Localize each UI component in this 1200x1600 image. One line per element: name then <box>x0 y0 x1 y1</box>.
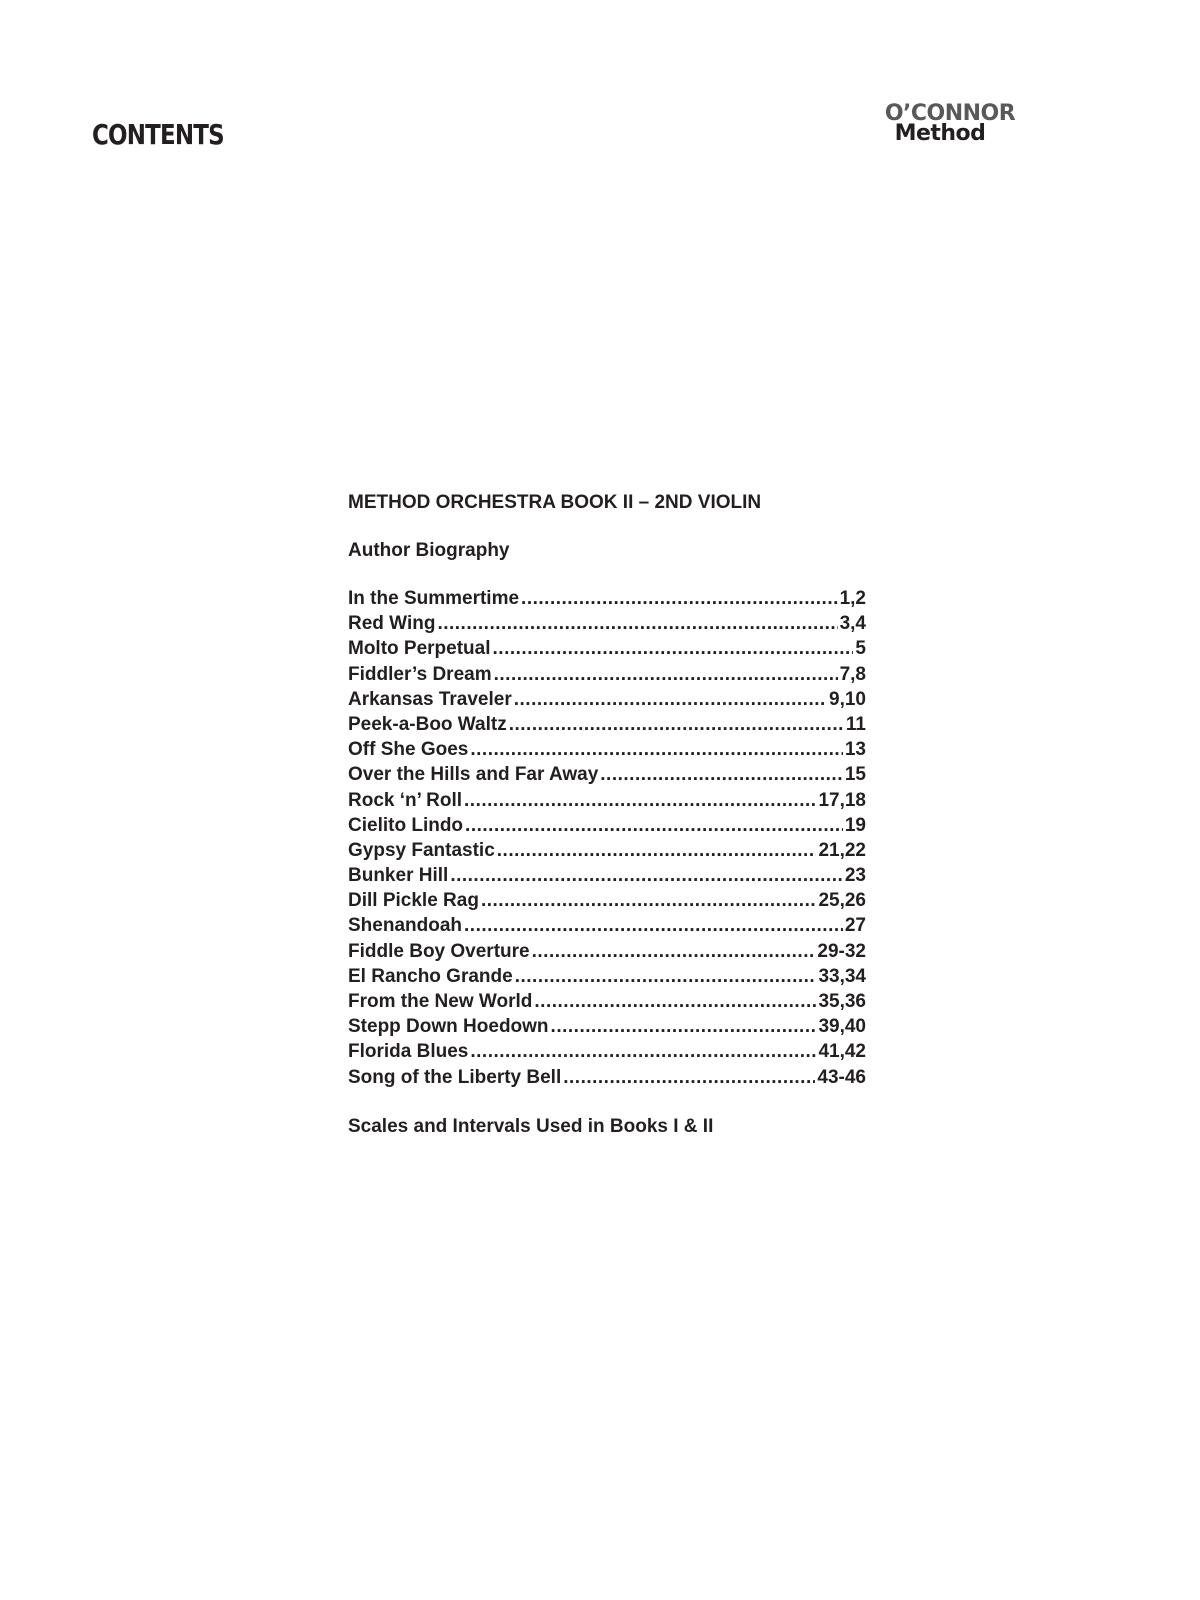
toc-entries <box>348 588 866 1092</box>
toc-entry-author-biography: Author Biography <box>348 540 510 561</box>
toc-entry-scales-intervals: Scales and Intervals Used in Books I & II <box>348 1115 714 1137</box>
dot-leader <box>534 991 816 1013</box>
dot-leader <box>464 790 816 812</box>
entry-title: El Rancho Grande <box>348 965 513 987</box>
dot-leader <box>532 941 816 963</box>
entry-page: 29-32 <box>817 940 866 962</box>
entry-page: 25,26 <box>818 890 866 912</box>
entry-title: Fiddler’s Dream <box>348 663 492 685</box>
entry-title: Florida Blues <box>348 1041 469 1063</box>
toc-entry <box>348 613 866 638</box>
toc-entry <box>348 941 866 966</box>
entry-page: 1,2 <box>839 588 866 609</box>
entry-page: 7,8 <box>839 663 866 685</box>
toc-entry <box>348 840 866 865</box>
entry-page: 27 <box>844 915 866 937</box>
table-of-contents <box>348 492 866 1138</box>
entry-title: Cielito Lindo <box>348 814 464 836</box>
dot-leader <box>514 689 827 711</box>
dot-leader <box>470 1041 816 1063</box>
page-title: CONTENTS <box>92 118 224 151</box>
dot-leader <box>515 966 817 988</box>
entry-page: 9,10 <box>829 688 866 710</box>
entry-page: 39,40 <box>818 1016 866 1038</box>
toc-entry <box>348 588 866 613</box>
entry-page: 17,18 <box>818 789 866 811</box>
section-heading: METHOD ORCHESTRA BOOK II – 2ND VIOLIN <box>348 492 762 513</box>
toc-entry <box>348 1041 866 1066</box>
dot-leader <box>509 714 844 736</box>
dot-leader <box>563 1067 815 1089</box>
entry-page: 21,22 <box>818 839 866 861</box>
toc-entry <box>348 739 866 764</box>
entry-page: 15 <box>844 764 866 786</box>
entry-title: Molto Perpetual <box>348 638 491 660</box>
entry-title: Stepp Down Hoedown <box>348 1016 549 1038</box>
toc-entry <box>348 638 866 663</box>
dot-leader <box>497 840 817 862</box>
entry-title: In the Summertime <box>348 588 520 609</box>
entry-page: 19 <box>844 814 866 836</box>
dot-leader <box>494 664 838 686</box>
dot-leader <box>437 613 837 635</box>
entry-title: Song of the Liberty Bell <box>348 1066 562 1088</box>
toc-entry <box>348 915 866 940</box>
dot-leader <box>493 638 854 660</box>
toc-entry <box>348 991 866 1016</box>
entry-title: Off She Goes <box>348 739 469 761</box>
entry-page: 33,34 <box>818 965 866 987</box>
entry-page: 13 <box>844 739 866 761</box>
entry-title: Rock ‘n’ Roll <box>348 789 463 811</box>
toc-entry <box>348 1067 866 1092</box>
toc-entry <box>348 689 866 714</box>
dot-leader <box>551 1016 817 1038</box>
entry-page: 41,42 <box>818 1041 866 1063</box>
toc-entry <box>348 815 866 840</box>
dot-leader <box>470 739 843 761</box>
toc-entry <box>348 714 866 739</box>
dot-leader <box>521 588 838 610</box>
entry-title: Bunker Hill <box>348 865 449 887</box>
entry-page: 5 <box>855 638 866 660</box>
toc-entry <box>348 790 866 815</box>
oconnor-method-logo <box>870 101 1030 146</box>
entry-page: 11 <box>845 713 866 735</box>
dot-leader <box>450 865 843 887</box>
toc-entry <box>348 966 866 991</box>
entry-title: Peek-a-Boo Waltz <box>348 713 507 735</box>
toc-entry <box>348 890 866 915</box>
dot-leader <box>481 890 817 912</box>
entry-title: Gypsy Fantastic <box>348 839 495 861</box>
entry-page: 35,36 <box>818 991 866 1012</box>
toc-entry <box>348 865 866 890</box>
entry-title: From the New World <box>348 991 533 1012</box>
entry-title: Shenandoah <box>348 915 463 937</box>
entry-title: Red Wing <box>348 613 436 635</box>
entry-title: Fiddle Boy Overture <box>348 940 530 962</box>
logo-line-2: Method <box>894 121 986 146</box>
entry-page: 3,4 <box>839 613 866 635</box>
dot-leader <box>465 815 843 837</box>
toc-entry <box>348 664 866 689</box>
entry-page: 23 <box>844 865 866 887</box>
entry-page: 43-46 <box>817 1066 866 1088</box>
entry-title: Dill Pickle Rag <box>348 890 479 912</box>
dot-leader <box>600 764 843 786</box>
dot-leader <box>464 915 843 937</box>
entry-title: Over the Hills and Far Away <box>348 764 599 786</box>
logo-line-1: O’CONNOR <box>884 101 1016 126</box>
toc-entry <box>348 764 866 789</box>
entry-title: Arkansas Traveler <box>348 688 512 710</box>
toc-entry <box>348 1016 866 1041</box>
